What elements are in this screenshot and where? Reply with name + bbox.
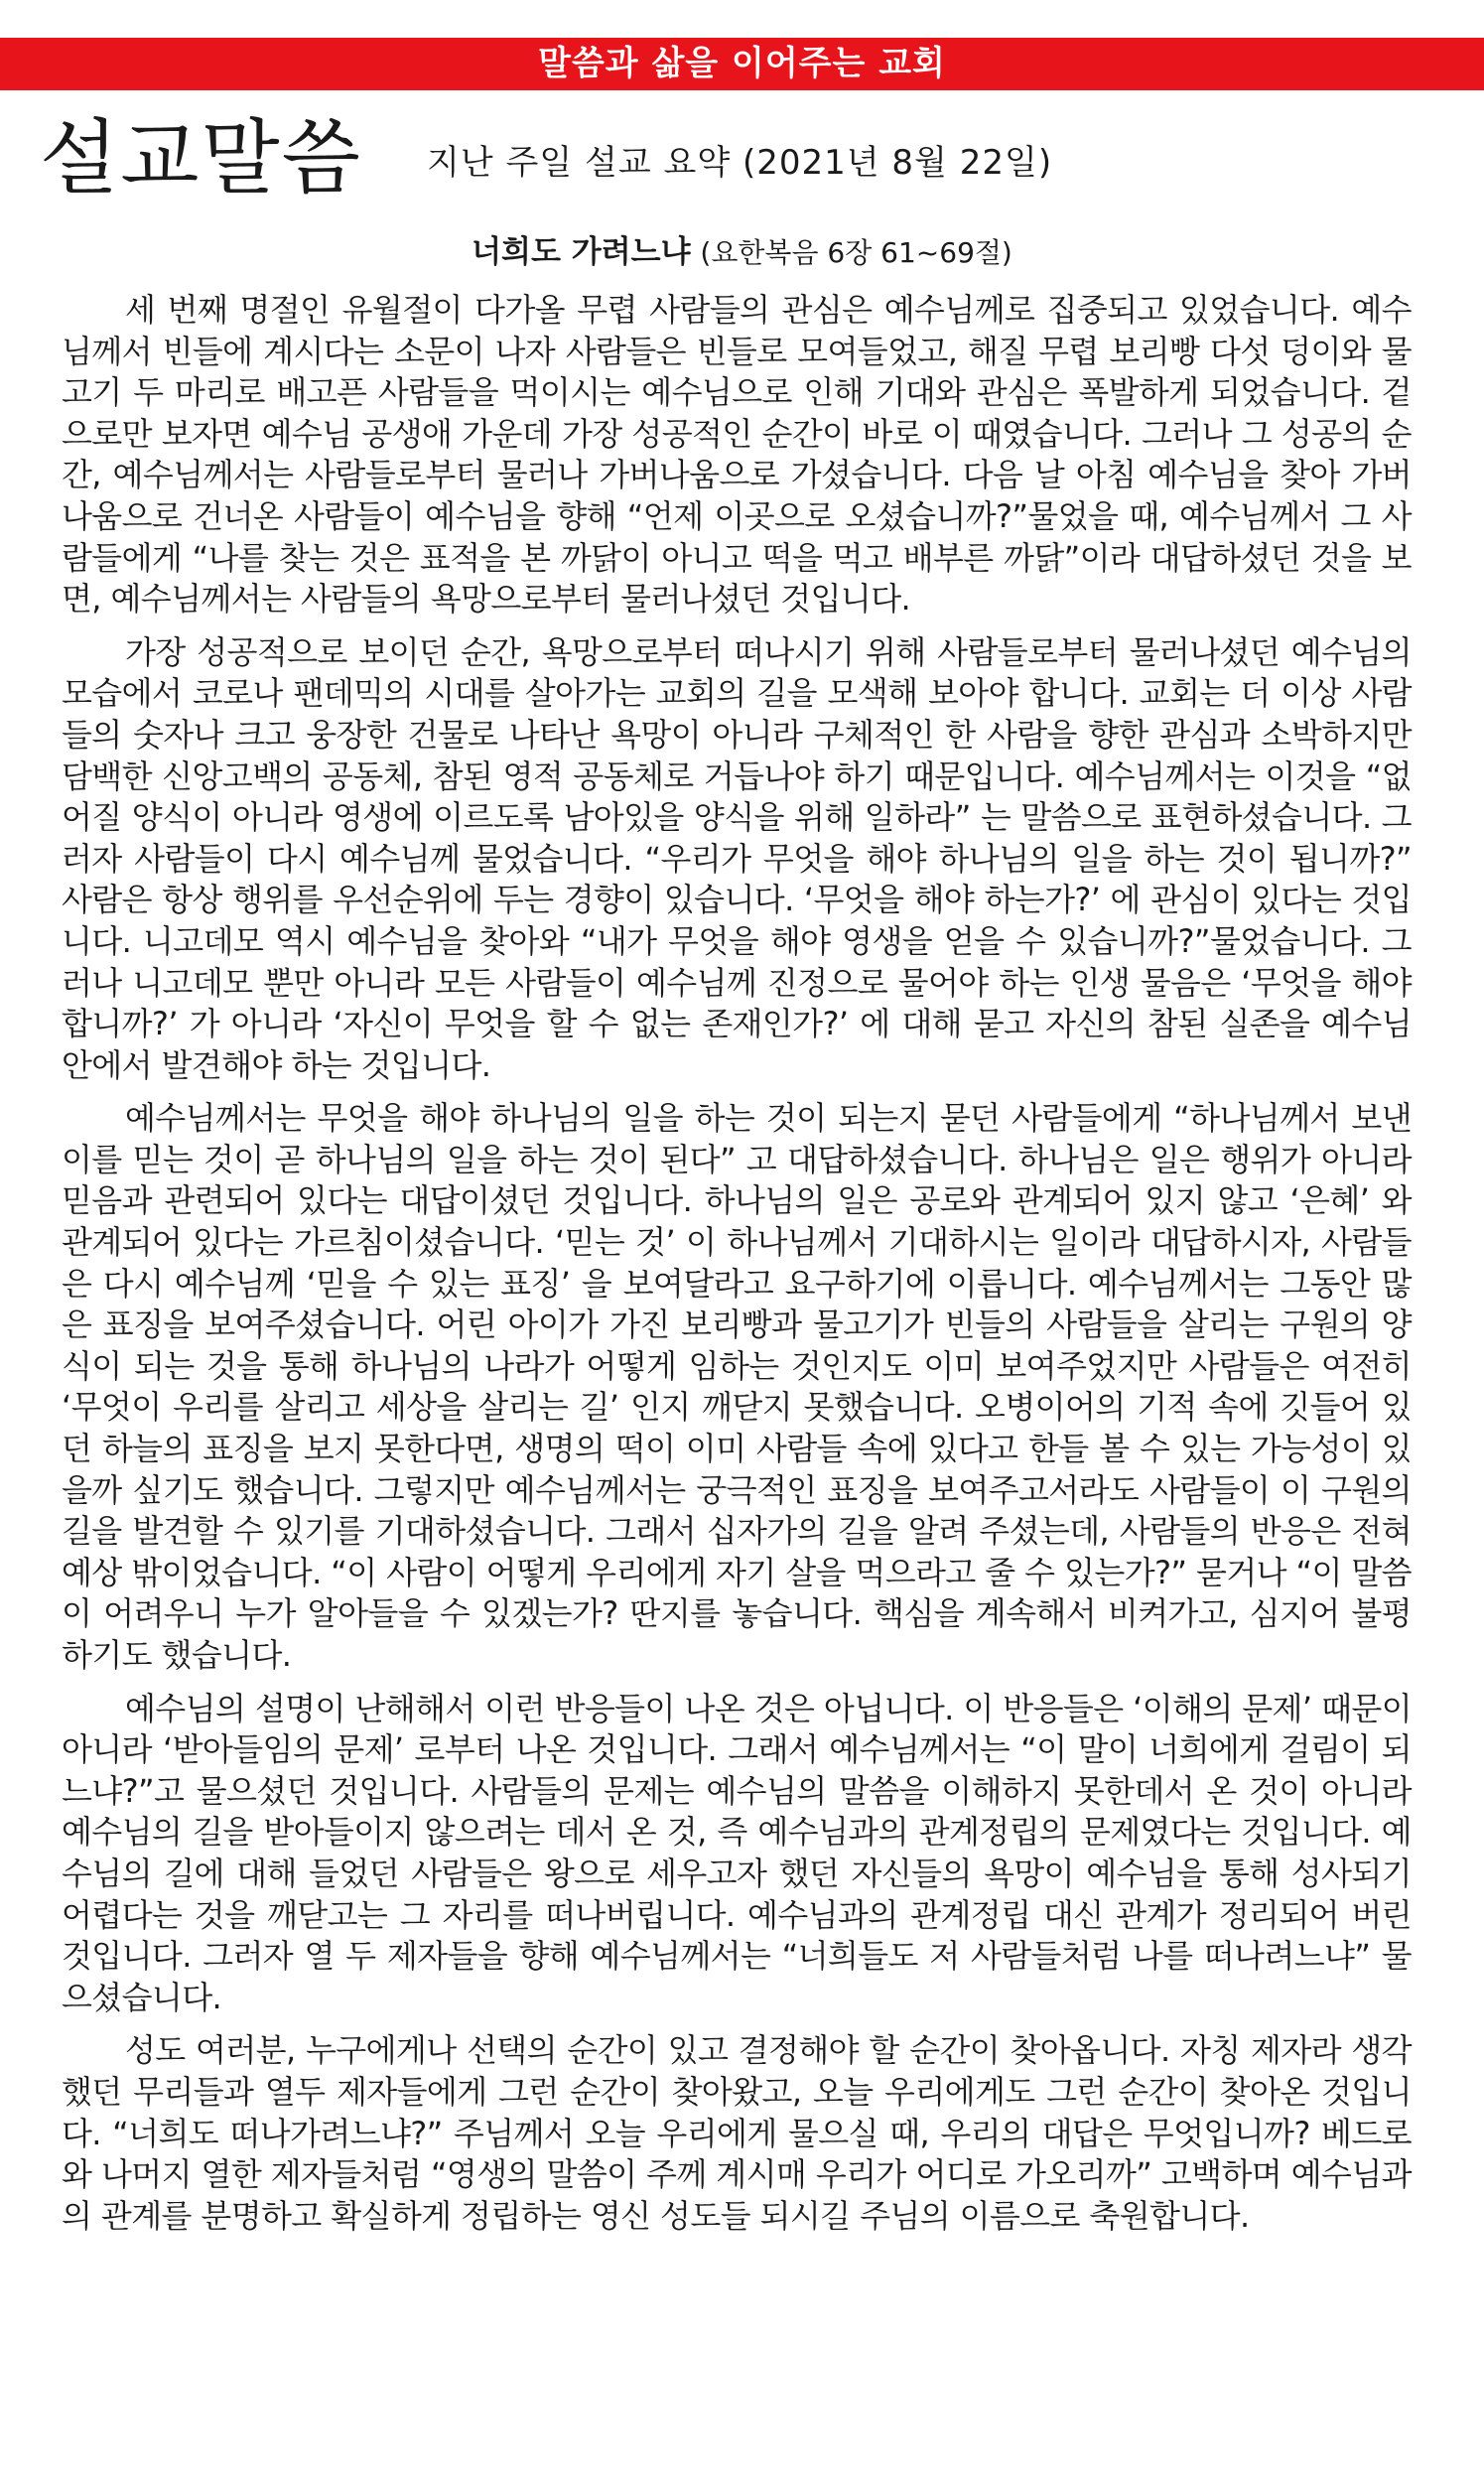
sermon-reference: (요한복음 6장 61~69절) [700,236,1012,269]
sermon-paragraph: 예수님께서는 무엇을 해야 하나님의 일을 하는 것이 되는지 묻던 사람들에게 “하나님께서 보낸 이를 믿는 것이 곧 하나님의 일을 하는 것이 된다” 고 대답하셨습니다. 하나님은 일은 행위가 아니라 믿음과 관련되어 있다는 대답이셨던 것입니다. 하나님의 일은 공로와 관계되어 있지 않고 ‘은혜’ 와 관계되어 있다는 가르침이셨습니다. ‘믿는 것’ 이 하나님께서 기대하시는 일이라 대답하시자, 사람들은 다시 예수님께 ‘믿을 수 있는 표징’ 을 보여달라고 요구하기에 이릅니다. 예수님께서는 그동안 많은 표징을 보여주셨습니다. 어린 아이가 가진 보리빵과 물고기가 빈들의 사람들을 살리는 구원의 양식이 되는 것을 통해 하나님의 나라가 어떻게 임하는 것인지도 이미 보여주었지만 사람들은 여전히 ‘무엇이 우리를 살리고 세상을 살리는 길’ 인지 깨닫지 못했습니다. 오병이어의 기적 속에 깃들어 있던 하늘의 표징을 보지 못한다면, 생명의 떡이 이미 사람들 속에 있다고 한들 볼 수 있는 가능성이 있을까 싶기도 했습니다. 그렇지만 예수님께서는 궁극적인 표징을 보여주고서라도 사람들이 이 구원의 길을 발견할 수 있기를 기대하셨습니다. 그래서 십자가의 길을 알려 주셨는데, 사람들의 반응은 전혀 예상 밖이었습니다. “이 사람이 어떻게 우리에게 자기 살을 먹으라고 줄 수 있는가?” 묻거나 “이 말씀이 어려우니 누가 알아들을 수 있겠는가? 딴지를 놓습니다. 핵심을 계속해서 비켜가고, 심지어 불평하기도 했습니다. [62,1099,1412,1674]
sermon-title: 너희도 가려느냐 [472,234,691,270]
sermon-paragraph: 성도 여러분, 누구에게나 선택의 순간이 있고 결정해야 할 순간이 찾아옵니다. 자칭 제자라 생각했던 무리들과 열두 제자들에게 그런 순간이 찾아왔고, 오늘 우리에게도 그런 순간이 찾아온 것입니다. “너희도 떠나가려느냐?” 주님께서 오늘 우리에게 물으실 때, 우리의 대답은 무엇입니까? 베드로와 나머지 열한 제자들처럼 “영생의 말씀이 주께 계시매 우리가 어디로 가오리까” 고백하며 예수님과의 관계를 분명하고 확실하게 정립하는 영신 성도들 되시길 주님의 이름으로 축원합니다. [62,2031,1412,2235]
sermon-paragraph: 예수님의 설명이 난해해서 이런 반응들이 나온 것은 아닙니다. 이 반응들은 ‘이해의 문제’ 때문이 아니라 ‘받아들임의 문제’ 로부터 나온 것입니다. 그래서 예수님께서는 “이 말이 너희에게 걸림이 되느냐?”고 물으셨던 것입니다. 사람들의 문제는 예수님의 말씀을 이해하지 못한데서 온 것이 아니라 예수님의 길을 받아들이지 않으려는 데서 온 것, 즉 예수님과의 관계정립의 문제였다는 것입니다. 예수님의 길에 대해 들었던 사람들은 왕으로 세우고자 했던 자신들의 욕망이 예수님을 통해 성사되기 어렵다는 것을 깨닫고는 그 자리를 떠나버립니다. 예수님과의 관계정립 대신 관계가 정리되어 버린 것입니다. 그러자 열 두 제자들을 향해 예수님께서는 “너희들도 저 사람들처럼 나를 떠나려느냐” 물으셨습니다. [62,1689,1412,2016]
sermon-body [62,290,1412,2249]
header-row [40,109,1449,218]
sermon-paragraph: 세 번째 명절인 유월절이 다가올 무렵 사람들의 관심은 예수님께로 집중되고 있었습니다. 예수님께서 빈들에 계시다는 소문이 나자 사람들은 빈들로 모여들었고, 해질 무렵 보리빵 다섯 덩이와 물고기 두 마리로 배고픈 사람들을 먹이시는 예수님으로 인해 기대와 관심은 폭발하게 되었습니다. 겉으로만 보자면 예수님 공생애 가운데 가장 성공적인 순간이 바로 이 때였습니다. 그러나 그 성공의 순간, 예수님께서는 사람들로부터 물러나 가버나움으로 가셨습니다. 다음 날 아침 예수님을 찾아 가버나움으로 건너온 사람들이 예수님을 향해 “언제 이곳으로 오셨습니까?”물었을 때, 예수님께서 그 사람들에게 “나를 찾는 것은 표적을 본 까닭이 아니고 떡을 먹고 배부른 까닭”이라 대답하셨던 것을 보면, 예수님께서는 사람들의 욕망으로부터 물러나셨던 것입니다. [62,291,1412,619]
section-subtitle: 지난 주일 설교 요약 (2021년 8월 22일) [427,143,1053,183]
sermon-paragraph: 가장 성공적으로 보이던 순간, 욕망으로부터 떠나시기 위해 사람들로부터 물러나셨던 예수님의 모습에서 코로나 팬데믹의 시대를 살아가는 교회의 길을 모색해 보아야 합니다. 교회는 더 이상 사람들의 숫자나 크고 웅장한 건물로 나타난 욕망이 아니라 구체적인 한 사람을 향한 관심과 소박하지만 담백한 신앙고백의 공동체, 참된 영적 공동체로 거듭나야 하기 때문입니다. 예수님께서는 이것을 “없어질 양식이 아니라 영생에 이르도록 남아있을 양식을 위해 일하라” 는 말씀으로 표현하셨습니다. 그러자 사람들이 다시 예수님께 물었습니다. “우리가 무엇을 해야 하나님의 일을 하는 것이 됩니까?” 사람은 항상 행위를 우선순위에 두는 경향이 있습니다. ‘무엇을 해야 하는가?’ 에 관심이 있다는 것입니다. 니고데모 역시 예수님을 찾아와 “내가 무엇을 해야 영생을 얻을 수 있습니까?”물었습니다. 그러나 니고데모 뿐만 아니라 모든 사람들이 예수님께 진정으로 물어야 하는 인생 물음은 ‘무엇을 해야 합니까?’ 가 아니라 ‘자신이 무엇을 할 수 없는 존재인가?’ 에 대해 묻고 자신의 참된 실존을 예수님 안에서 발견해야 하는 것입니다. [62,632,1412,1084]
top-banner: 말씀과 삶을 이어주는 교회 [0,38,1484,90]
section-title: 설교말씀 [40,111,362,206]
sermon-heading [0,230,1484,275]
